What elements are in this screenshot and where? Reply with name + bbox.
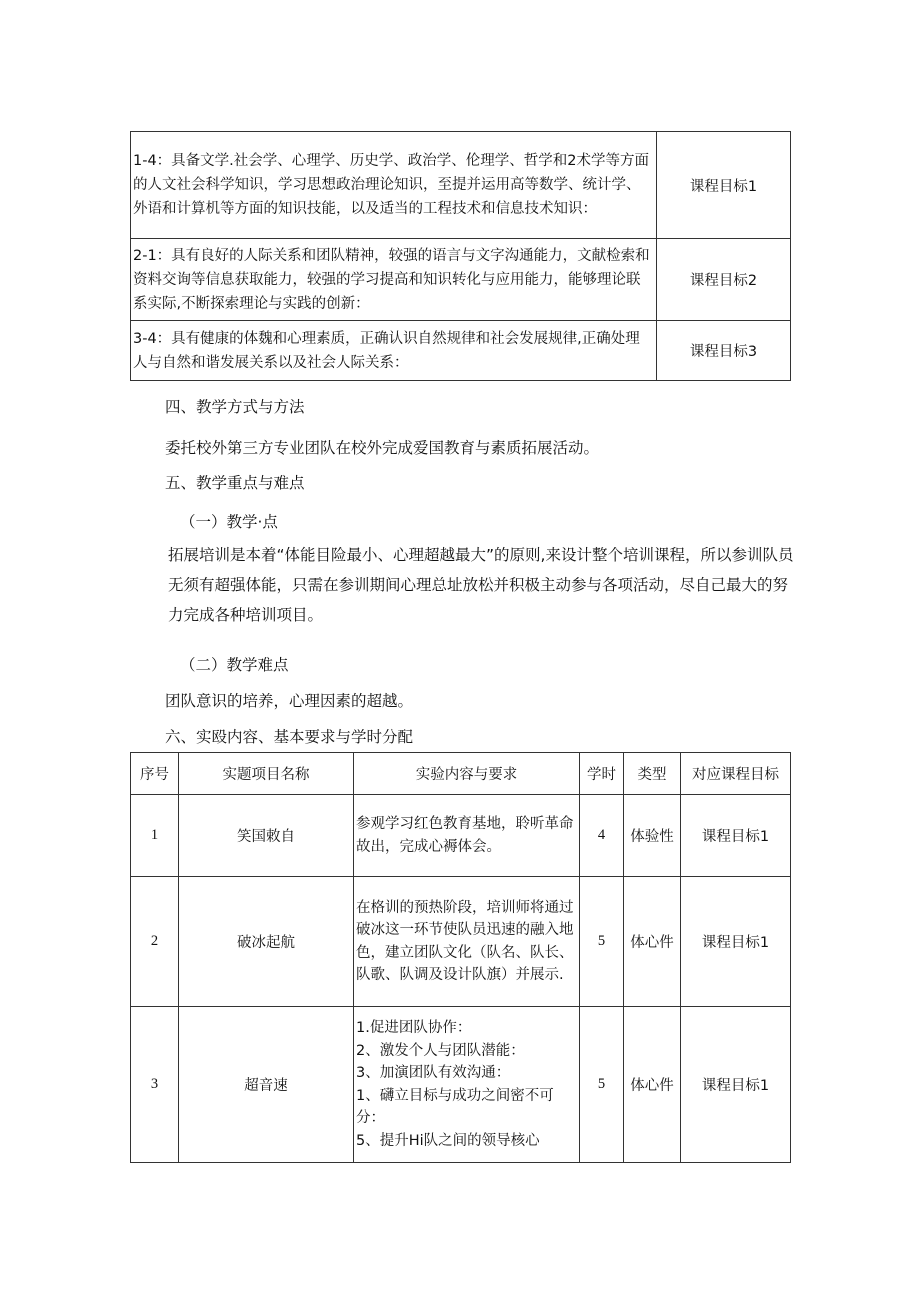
goal-cell: 课程目标1 xyxy=(657,132,791,239)
column-header: 实验内容与要求 xyxy=(354,753,580,795)
column-header: 类型 xyxy=(624,753,681,795)
project-content: 参观学习红色教育基地，聆听革命故出，完成心褥体会。 xyxy=(354,795,580,877)
row-number: 3 xyxy=(131,1007,179,1163)
requirement-cell: 3-4：具有健康的体魏和心理素质，正确认识自然规律和社会发展规律,正确处理人与自然和谐发展关系以及社会人际关系： xyxy=(131,321,657,381)
project-name: 超音速 xyxy=(179,1007,354,1163)
content-line: 1.促进团队协作： xyxy=(356,1020,472,1036)
table-row xyxy=(131,877,791,1007)
requirement-cell: 1-4：具备文学.社会学、心理学、历史学、政治学、伦理学、哲学和2术学等方面的人文社会科学知识，学习思想政治理论知识，至提并运用高等数学、统计学、外语和计算机等方面的知识技能，以及适当的工程技术和信息技术知识： xyxy=(131,132,657,239)
table-header-row xyxy=(131,753,791,795)
section4-text: 委托校外第三方专业团队在校外完成爱国教育与素质拓展活动。 xyxy=(165,439,600,457)
goal-cell: 课程目标2 xyxy=(657,239,791,321)
table-row xyxy=(131,1007,791,1163)
project-content: 在格训的预热阶段，培训师将通过破冰这一环节使队员迅速的融入地色，建立团队文化（队名、队长、队歌、队调及设计队旗）并展示. xyxy=(354,877,580,1007)
project-hours: 5 xyxy=(580,1007,624,1163)
row-number: 1 xyxy=(131,795,179,877)
goal-mapping-table xyxy=(130,131,791,381)
section5-subheading-1: （一）教学·点 xyxy=(180,513,278,531)
column-header: 学时 xyxy=(580,753,624,795)
section4-heading: 四、教学方式与方法 xyxy=(165,398,305,416)
project-name: 笑国敕自 xyxy=(179,795,354,877)
project-content xyxy=(354,1007,580,1163)
section6-heading: 六、实殴内容、基本要求与学时分配 xyxy=(165,728,414,746)
content-line: 5、提升Hi队之间的领导核心 xyxy=(356,1132,540,1149)
project-hours: 5 xyxy=(580,877,624,1007)
column-header: 序号 xyxy=(131,753,179,795)
project-goal: 课程目标1 xyxy=(681,795,791,877)
project-hours: 4 xyxy=(580,795,624,877)
table-row xyxy=(131,132,791,239)
project-type: 体验性 xyxy=(624,795,681,877)
table-row xyxy=(131,321,791,381)
section5-subheading-2: （二）教学难点 xyxy=(180,656,289,674)
content-line: 1、礴立目标与成功之间密不可分： xyxy=(356,1087,554,1126)
section5-paragraph-2: 团队意识的培养，心理因素的超越。 xyxy=(165,692,414,710)
column-header: 对应课程目标 xyxy=(681,753,791,795)
section5-heading: 五、教学重点与难点 xyxy=(165,474,305,492)
section5-paragraph-1: 拓展培训是本着“体能目险最小、心理超越最大”的原则,来设计整个培训课程，所以参训队员无须有超强体能，只需在参训期间心理总址放松并积极主动参与各项活动，尽自己最大的努力完成各种培训项目。 xyxy=(168,546,794,624)
project-type: 体心件 xyxy=(624,1007,681,1163)
project-goal: 课程目标1 xyxy=(681,1007,791,1163)
column-header: 实题项目名称 xyxy=(179,753,354,795)
requirement-cell: 2-1：具有良好的人际关系和团队精神，较强的语言与文字沟通能力，文献检索和资料交询等信息获取能力，较强的学习提高和知识转化与应用能力，能够理论联系实际,不断探索理论与实践的创新： xyxy=(131,239,657,321)
project-goal: 课程目标1 xyxy=(681,877,791,1007)
project-type: 体心件 xyxy=(624,877,681,1007)
table-row xyxy=(131,795,791,877)
content-line: 2、激发个人与团队潜能： xyxy=(356,1042,525,1059)
row-number: 2 xyxy=(131,877,179,1007)
content-line: 3、加演团队有效沟通： xyxy=(356,1065,511,1081)
project-name: 破冰起航 xyxy=(179,877,354,1007)
table-row xyxy=(131,239,791,321)
experiment-table xyxy=(130,752,791,1163)
goal-cell: 课程目标3 xyxy=(657,321,791,381)
